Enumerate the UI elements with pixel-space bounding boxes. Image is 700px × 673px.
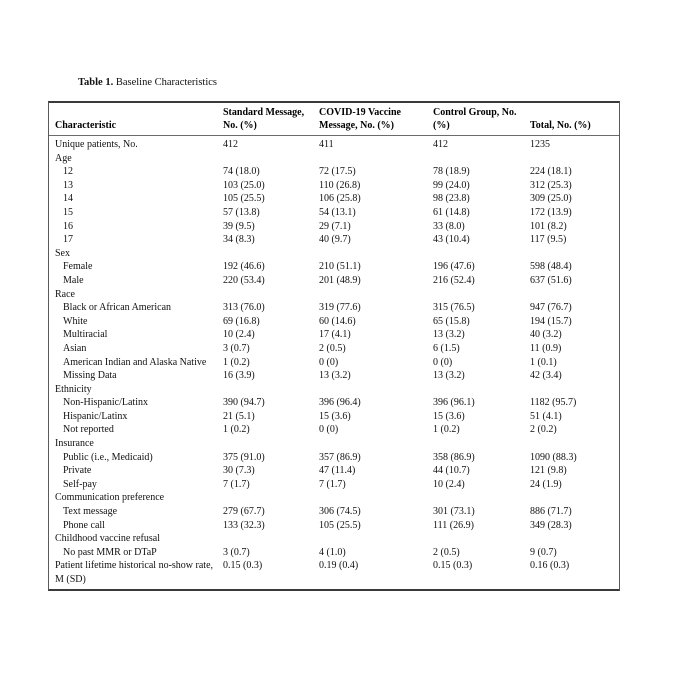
row-value: 1235 [530,139,550,150]
row-value: 7 (1.7) [319,478,346,490]
row-value [315,532,429,546]
column-header-characteristic: Characteristic [49,103,219,136]
row-value: 16 (3.9) [223,370,255,382]
row-value: 315 (76.5) [433,302,475,314]
row-value: 47 (11.4) [319,465,356,477]
row-value [315,491,429,505]
row-value: 101 (8.2) [530,220,567,232]
row-value: 224 (18.1) [530,166,572,178]
row-value: 396 (96.4) [319,397,361,409]
table [49,103,619,589]
row-value: 61 (14.8) [433,206,470,218]
row-label: Phone call [63,519,105,531]
row-value: 1090 (88.3) [530,451,577,463]
row-value: 375 (91.0) [223,451,265,463]
row-value: 319 (77.6) [319,302,361,314]
row-value [219,437,315,451]
row-value: 637 (51.6) [530,274,572,286]
row-value [526,383,619,397]
row-value [526,437,619,451]
row-value: 194 (15.7) [530,315,572,327]
column-header-standard-message: Standard Message, No. (%) [219,103,315,136]
row-value: 598 (48.4) [530,261,572,273]
row-value [315,383,429,397]
table-row [49,233,619,247]
row-label: Public (i.e., Medicaid) [63,451,153,463]
row-label: Missing Data [63,370,117,382]
row-value [219,491,315,505]
table-row [49,220,619,234]
row-value: 306 (74.5) [319,506,361,518]
table-row [49,179,619,193]
table-row [49,356,619,370]
table-caption-title: Baseline Characteristics [113,77,218,88]
row-value: 412 [223,139,238,150]
row-value: 947 (76.7) [530,302,572,314]
row-value: 886 (71.7) [530,506,572,518]
row-value: 349 (28.3) [530,519,572,531]
row-value: 39 (9.5) [223,220,255,232]
row-value: 7 (1.7) [223,478,250,490]
row-value: 301 (73.1) [433,506,475,518]
table-row [49,559,619,588]
row-value: 1 (0.2) [433,424,460,436]
row-value: 40 (3.2) [530,329,562,341]
row-label: 15 [63,206,73,218]
row-label: Ethnicity [55,383,92,395]
row-value: 133 (32.3) [223,519,265,531]
row-value: 72 (17.5) [319,166,356,178]
row-value [219,532,315,546]
row-value: 13 (3.2) [433,329,465,341]
row-value: 2 (0.5) [319,342,346,354]
row-value: 15 (3.6) [433,410,465,422]
row-label: American Indian and Alaska Native [63,356,207,368]
table-row [49,423,619,437]
row-value: 13 (3.2) [433,370,465,382]
row-value [219,152,315,166]
table-head [49,103,619,136]
row-value: 1 (0.2) [223,424,250,436]
row-value: 279 (67.7) [223,506,265,518]
row-value: 54 (13.1) [319,206,356,218]
row-value: 3 (0.7) [223,342,250,354]
row-value: 34 (8.3) [223,234,255,246]
row-value: 15 (3.6) [319,410,351,422]
row-value: 0.19 (0.4) [319,560,359,572]
row-value: 43 (10.4) [433,234,470,246]
row-label: 14 [63,193,73,205]
row-value [315,152,429,166]
row-value: 216 (52.4) [433,274,475,286]
row-value: 172 (13.9) [530,206,572,218]
table-row [49,491,619,505]
row-label: Age [55,152,72,164]
row-value: 412 [433,139,448,150]
row-value [526,491,619,505]
row-value: 105 (25.5) [223,193,265,205]
row-value: 24 (1.9) [530,478,562,490]
row-label: Sex [55,247,70,259]
column-header-total: Total, No. (%) [526,103,619,136]
row-value: 17 (4.1) [319,329,351,341]
row-value: 196 (47.6) [433,261,475,273]
table-row [49,464,619,478]
row-value [429,383,526,397]
row-label: Hispanic/Latinx [63,410,128,422]
row-value: 11 (0.9) [530,342,562,354]
row-value: 98 (23.8) [433,193,470,205]
row-value: 192 (46.6) [223,261,265,273]
row-value: 357 (86.9) [319,451,361,463]
row-label: Text message [63,506,118,518]
table-row [49,437,619,451]
row-value: 69 (16.8) [223,315,260,327]
row-value: 105 (25.5) [319,519,361,531]
row-label: Asian [63,342,87,354]
baseline-characteristics-table [48,101,620,591]
row-value: 40 (9.7) [319,234,351,246]
row-label: Race [55,288,75,300]
row-value [526,532,619,546]
row-value: 78 (18.9) [433,166,470,178]
table-row [49,288,619,302]
row-value: 0 (0) [319,356,339,368]
table-row [49,505,619,519]
row-value: 21 (5.1) [223,410,255,422]
row-label: 16 [63,220,73,232]
row-value: 0.16 (0.3) [530,560,570,572]
table-row [49,260,619,274]
row-value: 117 (9.5) [530,234,567,246]
row-value: 29 (7.1) [319,220,351,232]
row-label: Black or African American [63,302,172,314]
row-value: 210 (51.1) [319,261,361,273]
table-row [49,532,619,546]
row-label: No past MMR or DTaP [63,546,157,558]
column-header-covid-vaccine-message: COVID-19 Vaccine Message, No. (%) [315,103,429,136]
table-row [49,165,619,179]
row-value: 312 (25.3) [530,179,572,191]
row-value: 121 (9.8) [530,465,567,477]
row-value [219,288,315,302]
row-value [429,152,526,166]
row-value [315,247,429,261]
row-value [429,247,526,261]
row-value: 3 (0.7) [223,546,250,558]
row-value: 103 (25.0) [223,179,265,191]
row-value: 9 (0.7) [530,546,557,558]
row-value: 33 (8.0) [433,220,465,232]
row-value: 106 (25.8) [319,193,361,205]
table-body [49,136,619,589]
row-value: 358 (86.9) [433,451,475,463]
table-row [49,328,619,342]
row-value: 10 (2.4) [223,329,255,341]
row-value: 6 (1.5) [433,342,460,354]
row-value [429,288,526,302]
table-row [49,369,619,383]
table-row [49,192,619,206]
row-value: 2 (0.2) [530,424,557,436]
row-value: 4 (1.0) [319,546,346,558]
column-header-control-group: Control Group, No. (%) [429,103,526,136]
row-label: Male [63,274,84,286]
row-value [526,152,619,166]
row-label: Not reported [63,424,114,436]
row-value [219,383,315,397]
row-label: Multiracial [63,329,108,341]
table-row [49,136,619,152]
row-value: 42 (3.4) [530,370,562,382]
row-label: Private [63,465,92,477]
row-value: 51 (4.1) [530,410,562,422]
row-value: 99 (24.0) [433,179,470,191]
row-value: 411 [319,139,334,150]
table-row [49,383,619,397]
table-row [49,301,619,315]
row-value [429,532,526,546]
row-label: 17 [63,234,73,246]
row-value: 74 (18.0) [223,166,260,178]
table-row [49,342,619,356]
row-value [526,288,619,302]
row-value: 0.15 (0.3) [223,560,263,572]
table-row [49,247,619,261]
row-value: 44 (10.7) [433,465,470,477]
row-value: 57 (13.8) [223,206,260,218]
row-value: 390 (94.7) [223,397,265,409]
table-row [49,410,619,424]
row-label: Childhood vaccine refusal [55,533,160,545]
row-value: 220 (53.4) [223,274,265,286]
row-value: 201 (48.9) [319,274,361,286]
row-value: 110 (26.8) [319,179,361,191]
row-value: 1182 (95.7) [530,397,577,409]
row-label: White [63,315,88,327]
row-value: 0.15 (0.3) [433,560,473,572]
table-header-row [49,103,619,136]
row-value: 313 (76.0) [223,302,265,314]
row-label: Female [63,261,93,273]
row-value: 1 (0.2) [223,356,250,368]
table-row [49,396,619,410]
row-value [526,247,619,261]
row-label: Patient lifetime historical no-show rate, M (SD) [55,560,214,585]
row-value [429,437,526,451]
row-label: 12 [63,166,73,178]
row-value: 65 (15.8) [433,315,470,327]
row-value: 1 (0.1) [530,356,557,368]
table-row [49,206,619,220]
row-label: 13 [63,179,73,191]
row-value: 10 (2.4) [433,478,465,490]
row-value [429,491,526,505]
row-value: 0 (0) [433,356,453,368]
row-label: Communication preference [55,492,165,504]
row-value: 0 (0) [319,424,339,436]
row-label: Self-pay [63,478,97,490]
row-value: 111 (26.9) [433,519,474,531]
row-value: 60 (14.6) [319,315,356,327]
row-value [219,247,315,261]
table-row [49,519,619,533]
row-value [315,288,429,302]
row-value: 30 (7.3) [223,465,255,477]
row-value [315,437,429,451]
row-value: 13 (3.2) [319,370,351,382]
row-label: Non-Hispanic/Latinx [63,397,148,409]
table-row [49,451,619,465]
table-caption [78,76,217,90]
table-row [49,315,619,329]
row-value: 396 (96.1) [433,397,475,409]
table-row [49,546,619,560]
table-row [49,274,619,288]
table-row [49,152,619,166]
row-label: Insurance [55,438,94,450]
row-value: 2 (0.5) [433,546,460,558]
row-label: Unique patients, No. [55,139,138,150]
row-value: 309 (25.0) [530,193,572,205]
table-caption-label: Table 1. [78,77,114,88]
table-row [49,478,619,492]
